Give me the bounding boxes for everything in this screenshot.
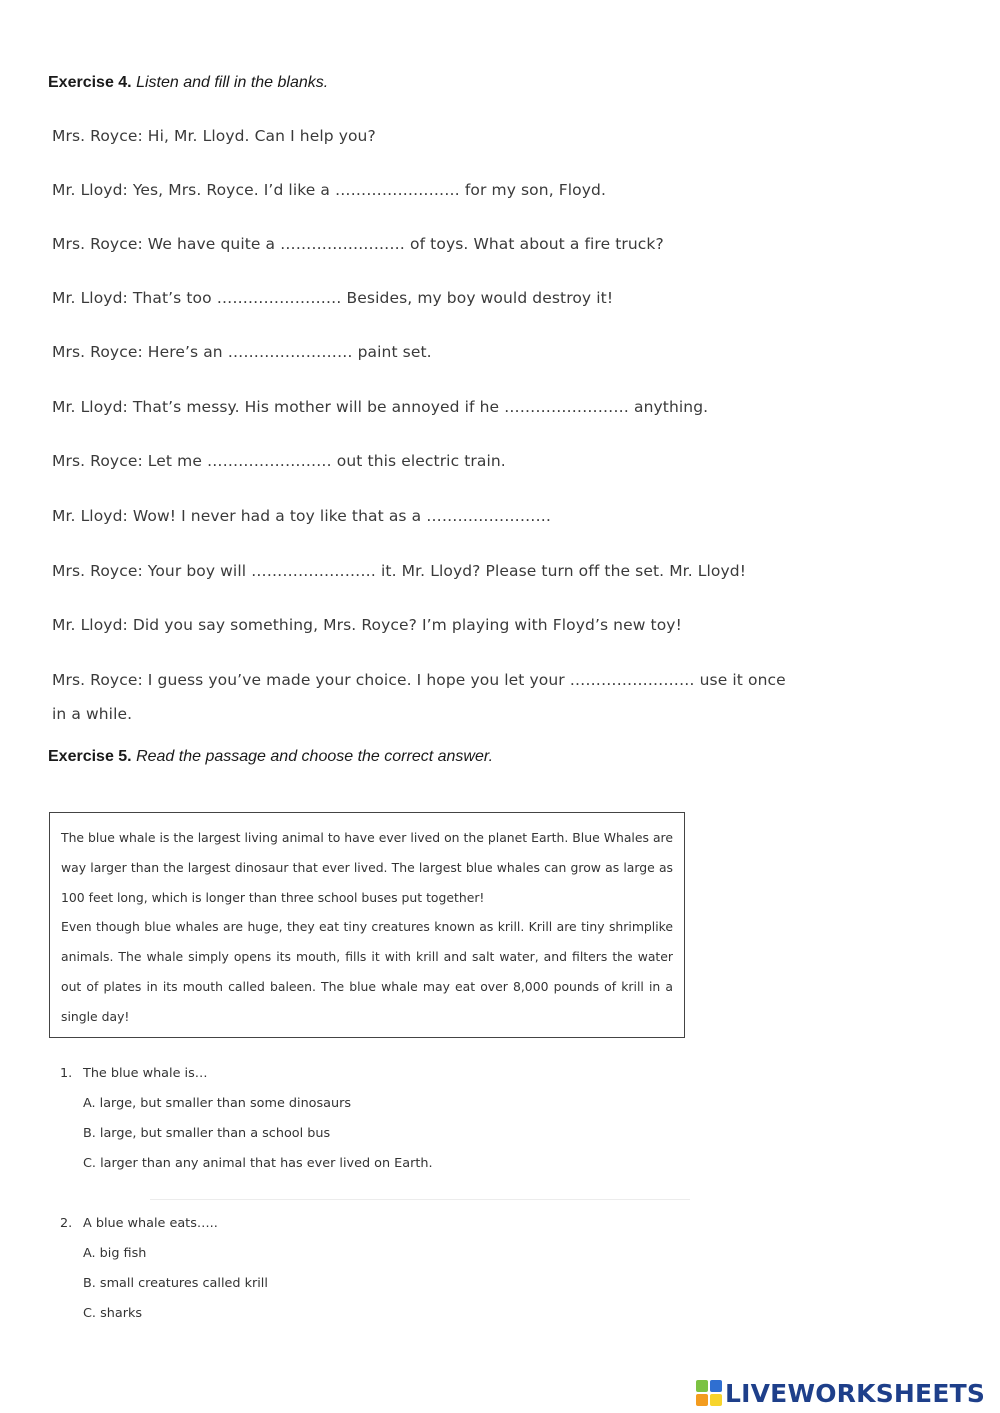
dialogue-line-12: in a while. xyxy=(52,705,133,723)
question-2-number: 2. xyxy=(60,1216,73,1231)
dialogue-line-3: Mrs. Royce: We have quite a …………………… of toys. What about a fire truck? xyxy=(52,235,664,253)
question-1-number: 1. xyxy=(60,1066,73,1081)
question-1-option-b: B. large, but smaller than a school bus xyxy=(83,1126,331,1141)
exercise-4-label: Exercise 4. xyxy=(48,74,132,91)
question-1-text: The blue whale is… xyxy=(83,1066,208,1081)
liveworksheets-brand xyxy=(696,1378,985,1408)
scan-divider xyxy=(150,1199,690,1200)
question-1 xyxy=(60,1066,208,1081)
dialogue-line-2: Mr. Lloyd: Yes, Mrs. Royce. I’d like a …………………… for my son, Floyd. xyxy=(52,181,606,199)
passage-paragraph-2: Even though blue whales are huge, they eat tiny creatures known as krill. Krill are tiny shrimplike animals. The whale simply opens its mouth, fills it with krill and salt water, and filters the water out of plates in its mouth called baleen. The blue whale may eat over 8,000 pounds of krill in a single day! xyxy=(61,919,673,1024)
exercise-5-heading xyxy=(48,748,493,766)
question-1-option-a: A. large, but smaller than some dinosaurs xyxy=(83,1096,352,1111)
liveworksheets-logo-icon xyxy=(696,1380,722,1406)
dialogue-line-1: Mrs. Royce: Hi, Mr. Lloyd. Can I help you? xyxy=(52,127,376,145)
liveworksheets-logo-text: LIVEWORKSHEETS xyxy=(725,1378,986,1408)
dialogue-line-9: Mrs. Royce: Your boy will …………………… it. Mr. Lloyd? Please turn off the set. Mr. Lloyd! xyxy=(52,562,747,580)
exercise-5-instruction: Read the passage and choose the correct answer. xyxy=(136,748,494,765)
exercise-4-instruction: Listen and fill in the blanks. xyxy=(136,74,329,91)
dialogue-line-7: Mrs. Royce: Let me …………………… out this electric train. xyxy=(52,452,506,470)
question-2-option-b: B. small creatures called krill xyxy=(83,1276,268,1291)
question-2 xyxy=(60,1216,218,1231)
question-1-option-c: C. larger than any animal that has ever lived on Earth. xyxy=(83,1156,433,1171)
exercise-5-label: Exercise 5. xyxy=(48,748,132,765)
dialogue-line-5: Mrs. Royce: Here’s an …………………… paint set. xyxy=(52,343,432,361)
dialogue-line-11: Mrs. Royce: I guess you’ve made your choice. I hope you let your …………………… use it once xyxy=(52,671,786,689)
dialogue-line-6: Mr. Lloyd: That’s messy. His mother will be annoyed if he …………………… anything. xyxy=(52,398,709,416)
dialogue-line-4: Mr. Lloyd: That’s too …………………… Besides, my boy would destroy it! xyxy=(52,289,614,307)
question-2-text: A blue whale eats….. xyxy=(83,1216,218,1231)
reading-passage-box xyxy=(49,812,685,1038)
dialogue-line-10: Mr. Lloyd: Did you say something, Mrs. Royce? I’m playing with Floyd’s new toy! xyxy=(52,616,682,634)
exercise-4-heading xyxy=(48,74,328,92)
passage-paragraph-1: The blue whale is the largest living animal to have ever lived on the planet Earth. Blue Whales are way larger than the largest dinosaur that ever lived. The largest blue whales can grow as large as 100 feet long, which is longer than three school buses put together! xyxy=(61,830,673,905)
question-2-option-c: C. sharks xyxy=(83,1306,143,1321)
dialogue-line-8: Mr. Lloyd: Wow! I never had a toy like that as a …………………… xyxy=(52,507,552,525)
question-2-option-a: A. big fish xyxy=(83,1246,147,1261)
